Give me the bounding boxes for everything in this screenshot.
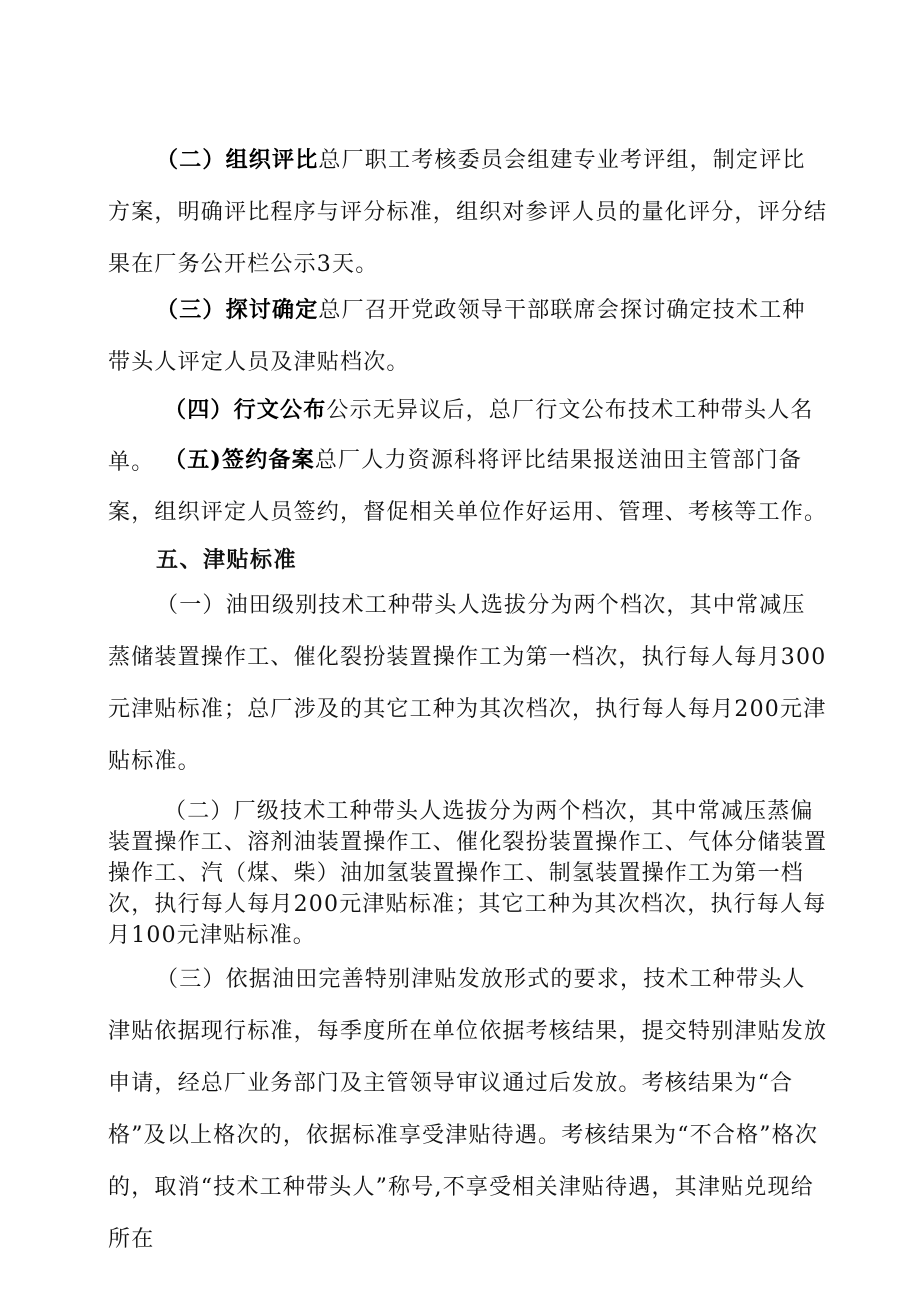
paragraph-text: 公示无异议后，总厂行文公布技术工种带头人名单。 [108, 398, 814, 475]
paragraph-discuss-confirm [108, 284, 828, 389]
paragraph-lead: （三）探讨确定 [156, 297, 319, 323]
paragraph-lead: （四）行文公布 [164, 397, 327, 423]
paragraph-text: 总厂职工考核委员会组建专业考评组，制定评比方案，明确评比程序与评分标准，组织对参评人员的量化评分，评分结果在厂务公开栏公示3天。 [108, 148, 828, 277]
paragraph-organize-evaluation [108, 134, 828, 291]
paragraph-allowance-factory: （二）厂级技术工种带头人选拔分为两个档次，其中常减压蒸偏装置操作工、溶剂油装置操作工、催化裂扮装置操作工、气体分储装置操作工、汽（煤、柴）油加氢装置操作工、制氢装置操作工为第一档次，执行每人每月200元津贴标准；其它工种为其次档次，执行每人每月100元津贴标准。 [108, 799, 828, 948]
paragraph-lead: （五)签约备案 [164, 447, 315, 473]
paragraph-lead: （二）组织评比 [156, 147, 319, 173]
section-heading-allowance: 五、津贴标准 [156, 547, 298, 573]
paragraph-sign-record [108, 434, 828, 539]
paragraph-allowance-distribution: （三）依据油田完善特别津贴发放形式的要求，技术工种带头人津贴依据现行标准，每季度所在单位依据考核结果，提交特别津贴发放申请，经总厂业务部门及主管领导审议通过后发放。考核结果为“合格”及以上格次的，依据标准享受津贴待遇。考核结果为“不合格”格次的，取消“技术工种带头人”称号,不享受相关津贴待遇，其津贴兑现给所在 [108, 967, 828, 1252]
paragraph-allowance-oilfield: （一）油田级别技术工种带头人选拔分为两个档次，其中常减压蒸储装置操作工、催化裂扮装置操作工为第一档次，执行每人每月300元津贴标准；总厂涉及的其它工种为其次档次，执行每人每月200元津贴标准。 [108, 593, 827, 774]
paragraph-text: 总厂人力资源科将评比结果报送油田主管部门备案，组织评定人员签约，督促相关单位作好运用、管理、考核等工作。 [108, 448, 828, 525]
paragraph-text: 总厂召开党政领导干部联席会探讨确定技术工种带头人评定人员及津贴档次。 [108, 298, 806, 375]
